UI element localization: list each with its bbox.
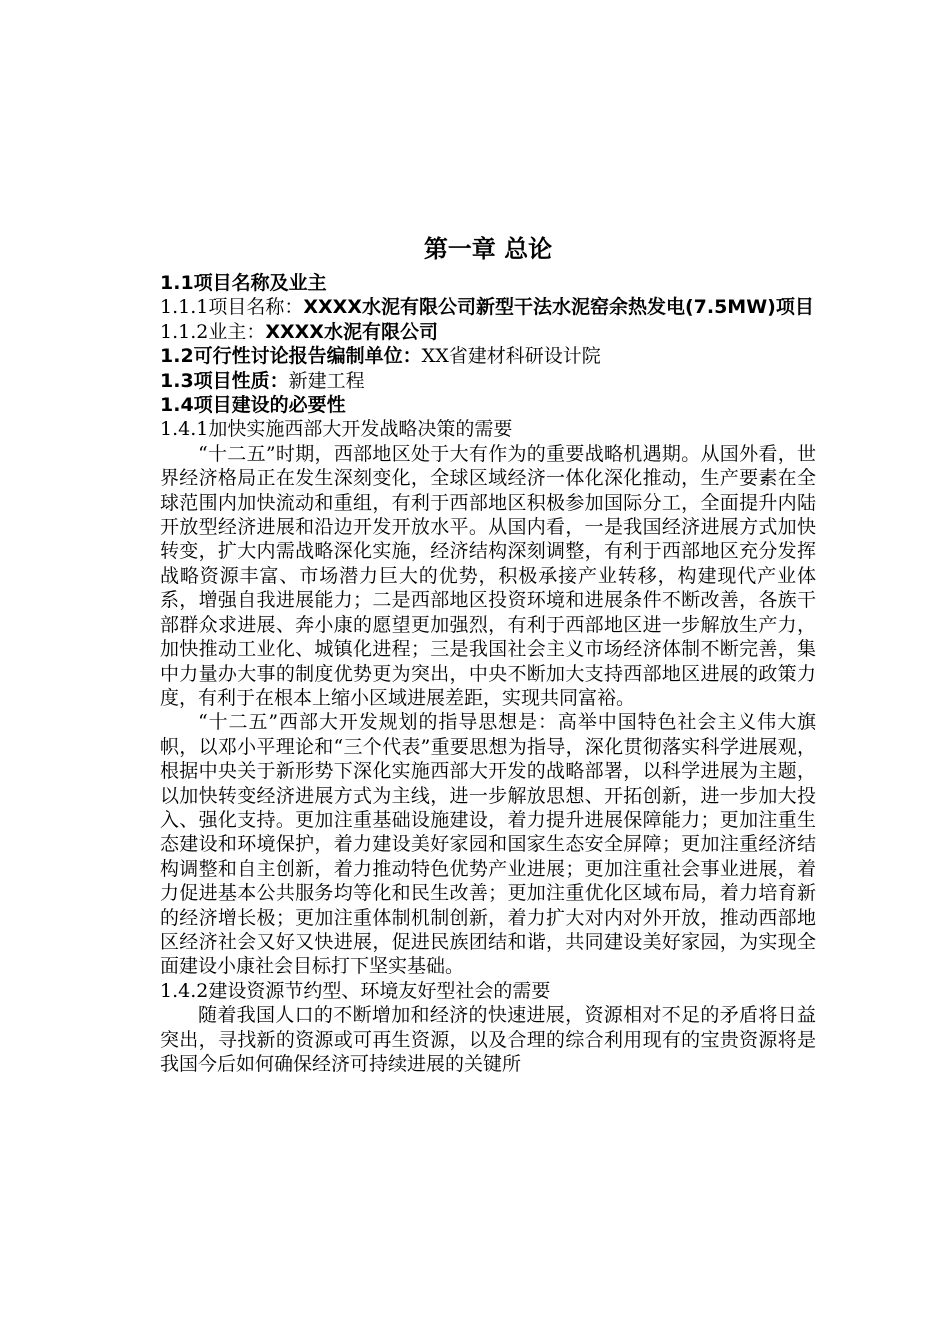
section-1-4-1-heading: 1.4.1加快实施西部大开发战略决策的需要 bbox=[160, 418, 513, 441]
section-1-1-2 bbox=[160, 320, 816, 344]
section-1-1-1-prefix: 1.1.1项目名称： bbox=[160, 296, 304, 319]
report-unit: XX省建材科研设计院 bbox=[421, 345, 601, 368]
section-1-1-1 bbox=[160, 295, 816, 319]
section-1-4-heading: 1.4项目建设的必要性 bbox=[160, 394, 346, 417]
section-1-4-2-heading: 1.4.2建设资源节约型、环境友好型社会的需要 bbox=[160, 979, 551, 1002]
section-1-2 bbox=[160, 344, 816, 368]
document-page bbox=[160, 230, 816, 1076]
section-1-2-label: 1.2可行性讨论报告编制单位： bbox=[160, 345, 422, 368]
owner-name: XXXX水泥有限公司 bbox=[265, 320, 438, 343]
section-1-1-2-prefix: 1.1.2业主： bbox=[160, 320, 266, 343]
paragraph-3: 随着我国人口的不断增加和经济的快速进展，资源相对不足的矛盾将日益突出，寻找新的资源或可再生资源，以及合理的综合利用现有的宝贵资源将是我国今后如何确保经济可持续进展的关键所 bbox=[160, 1004, 816, 1075]
paragraph-2: “十二五”西部大开发规划的指导思想是：高举中国特色社会主义伟大旗帜，以邓小平理论和“三个代表”重要思想为指导，深化贯彻落实科学进展观，根据中央关于新形势下深化实施西部大开发的战略部署，以科学进展为主题，以加快转变经济进展方式为主线，进一步解放思想、开拓创新，进一步加大投入、强化支持。更加注重基础设施建设，着力提升进展保障能力；更加注重生态建设和环境保护，着力建设美好家园和国家生态安全屏障；更加注重经济结构调整和自主创新，着力推动特色优势产业进展；更加注重社会事业进展，着力促进基本公共服务均等化和民生改善；更加注重优化区域布局，着力培育新的经济增长极；更加注重体制机制创新，着力扩大对内对外开放，推动西部地区经济社会又好又快进展，促进民族团结和谐，共同建设美好家园，为实现全面建设小康社会目标打下坚实基础。 bbox=[160, 711, 816, 978]
project-nature: 新建工程 bbox=[288, 369, 365, 392]
chapter-title: 第一章 总论 bbox=[423, 235, 553, 263]
section-1-3-label: 1.3项目性质： bbox=[160, 369, 289, 392]
paragraph-1: “十二五”时期，西部地区处于大有作为的重要战略机遇期。从国外看，世界经济格局正在发生深刻变化，全球区域经济一体化深化推动，生产要素在全球范围内加快流动和重组，有利于西部地区积极参加国际分工，全面提升内陆开放型经济进展和沿边开发开放水平。从国内看，一是我国经济进展方式加快转变，扩大内需战略深化实施，经济结构深刻调整，有利于西部地区充分发挥战略资源丰富、市场潜力巨大的优势，积极承接产业转移，构建现代产业体系，增强自我进展能力；二是西部地区投资环境和进展条件不断改善，各族干部群众求进展、奔小康的愿望更加强烈，有利于西部地区进一步解放生产力，加快推动工业化、城镇化进程；三是我国社会主义市场经济体制不断完善，集中力量办大事的制度优势更为突出，中央不断加大支持西部地区进展的政策力度，有利于在根本上缩小区域进展差距，实现共同富裕。 bbox=[160, 442, 816, 709]
section-1-3 bbox=[160, 369, 816, 393]
section-1-1-heading: 1.1项目名称及业主 bbox=[160, 272, 327, 294]
project-name: XXXX水泥有限公司新型干法水泥窑余热发电(7.5MW)项目 bbox=[303, 296, 814, 319]
